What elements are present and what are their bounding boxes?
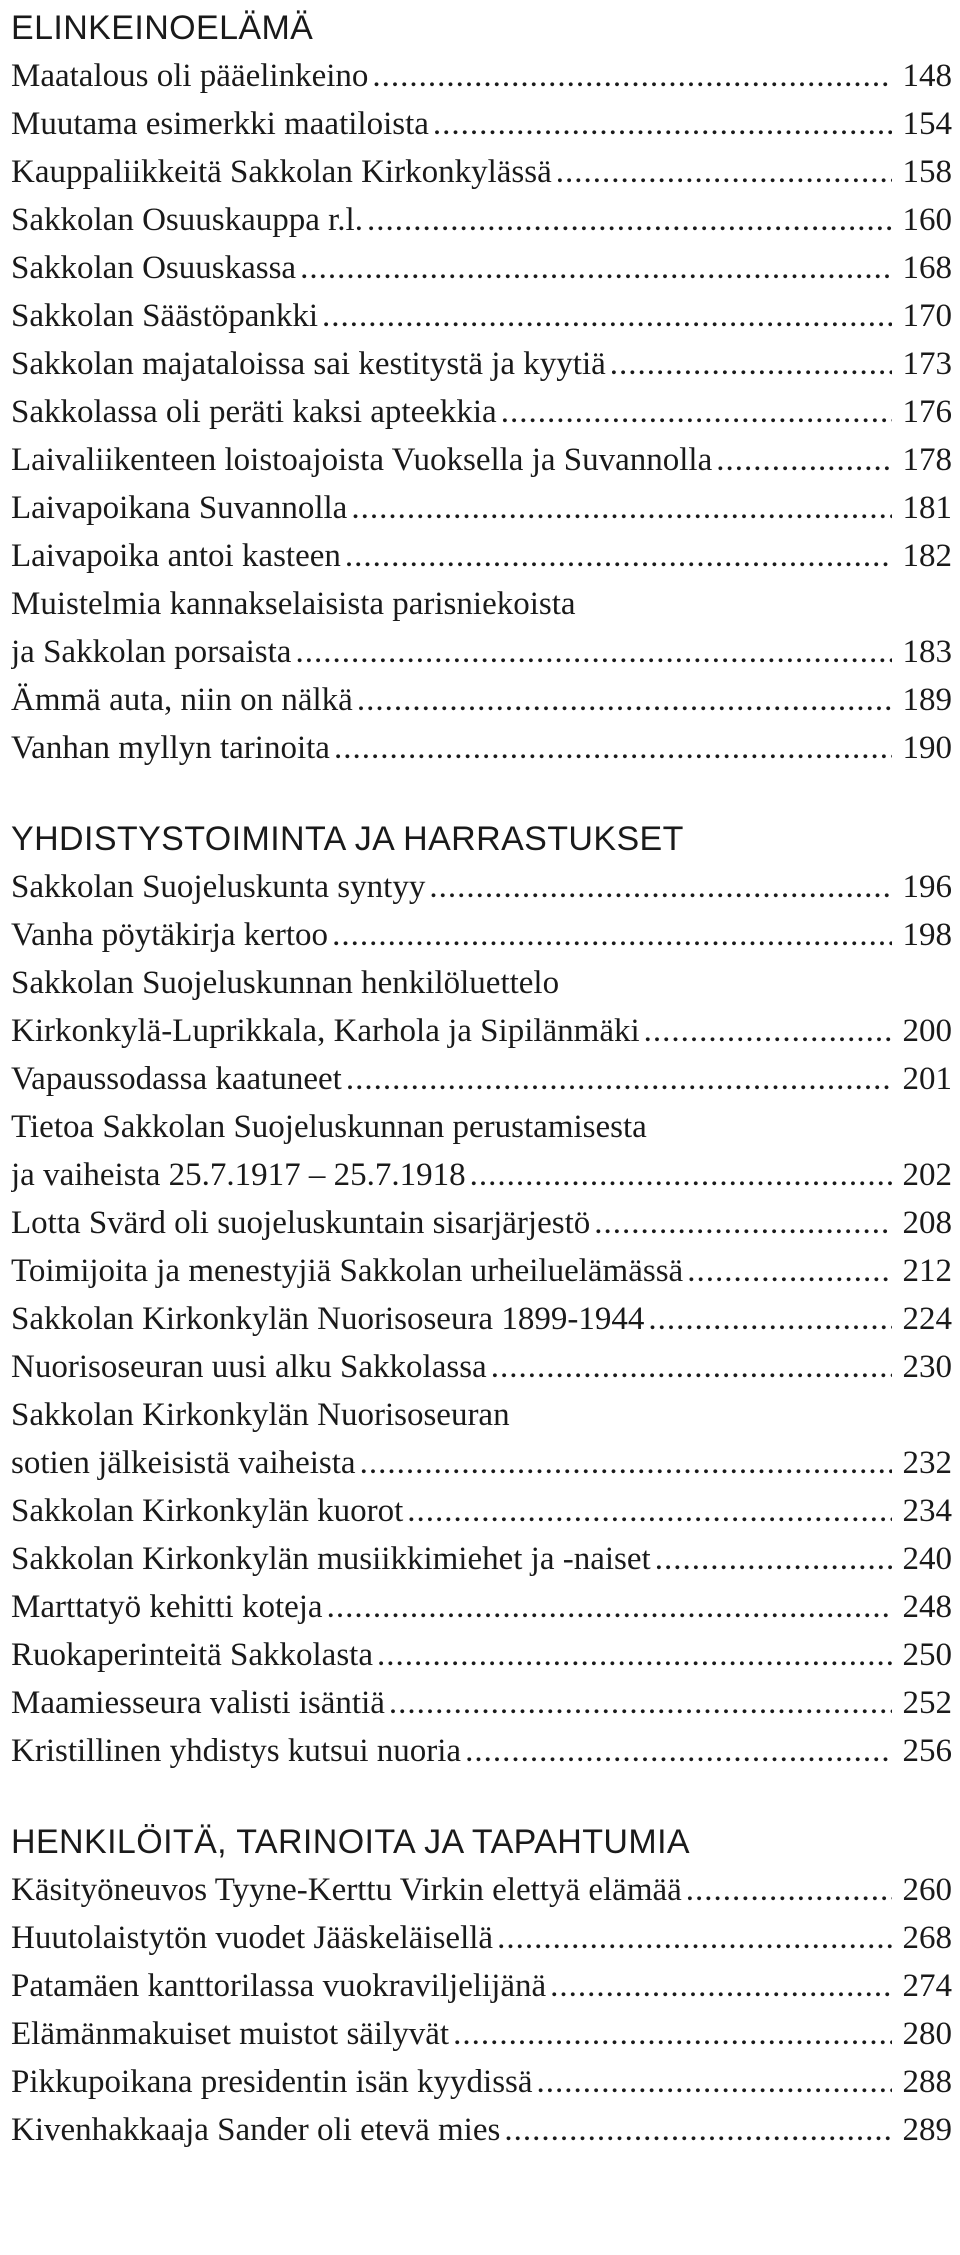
toc-entry — [11, 2058, 952, 2106]
toc-entry — [11, 436, 952, 484]
toc-page-number: 260 — [902, 1872, 952, 1908]
toc-entry-title: Sakkolan Kirkonkylän Nuorisoseura 1899-1944 — [11, 1301, 645, 1337]
toc-entry — [11, 1103, 952, 1199]
toc-entry-title: ja vaiheista 25.7.1917 – 25.7.1918 — [11, 1157, 466, 1193]
toc-entry-line — [11, 1247, 952, 1295]
toc-entry-line — [11, 1583, 952, 1631]
toc-page-number: 201 — [902, 1061, 952, 1097]
toc-entry — [11, 1487, 952, 1535]
section-heading: ELINKEINOELÄMÄ — [11, 9, 314, 47]
toc-entry — [11, 1199, 952, 1247]
toc-entry-title: Sakkolan Kirkonkylän Nuorisoseuran — [11, 1397, 510, 1433]
toc-entry-line — [11, 2106, 952, 2154]
toc-entry-line — [11, 244, 952, 292]
toc-page-number: 252 — [902, 1685, 952, 1721]
toc-entry-title: Sakkolan Suojeluskunta syntyy — [11, 869, 426, 905]
toc-page-number: 248 — [902, 1589, 952, 1625]
dot-leader — [429, 863, 892, 911]
toc-page-number: 148 — [902, 58, 952, 94]
dot-leader — [357, 676, 892, 724]
toc-entry-line — [11, 1295, 952, 1343]
dot-leader — [389, 1679, 892, 1727]
dot-leader — [497, 1914, 892, 1962]
dot-leader — [327, 1583, 892, 1631]
dot-leader — [655, 1535, 892, 1583]
toc-entry-line — [11, 1914, 952, 1962]
toc-entry — [11, 1631, 952, 1679]
toc-entry-line — [11, 1007, 952, 1055]
toc-page-number: 212 — [902, 1253, 952, 1289]
toc-entry — [11, 911, 952, 959]
toc-entry-title: Vapaussodassa kaatuneet — [11, 1061, 342, 1097]
toc-entry-title: Vanha pöytäkirja kertoo — [11, 917, 329, 953]
dot-leader — [332, 911, 892, 959]
toc-entry — [11, 292, 952, 340]
toc-entry-title: Pikkupoikana presidentin isän kyydissä — [11, 2064, 533, 2100]
toc-entry-title: Käsityöneuvos Tyyne-Kerttu Virkin elettyä elämää — [11, 1872, 682, 1908]
toc-page-number: 176 — [902, 394, 952, 430]
toc-entry-line — [11, 911, 952, 959]
toc-entry-title: Kristillinen yhdistys kutsui nuoria — [11, 1733, 462, 1769]
toc-entry — [11, 484, 952, 532]
dot-leader — [367, 196, 892, 244]
toc-page-number: 198 — [902, 917, 952, 953]
dot-leader — [433, 100, 892, 148]
toc-entry-title: Maamiesseura valisti isäntiä — [11, 1685, 385, 1721]
toc-entry-line — [11, 1439, 952, 1487]
toc-entry-line — [11, 1727, 952, 1775]
toc-entry — [11, 1866, 952, 1914]
toc-entry-line — [11, 1055, 952, 1103]
toc-entry — [11, 100, 952, 148]
toc-entry-title: Tietoa Sakkolan Suojeluskunnan perustamisesta — [11, 1109, 647, 1145]
toc-entry-title: Kauppaliikkeitä Sakkolan Kirkonkylässä — [11, 154, 552, 190]
toc-entry-list — [11, 52, 952, 772]
toc-entry-line — [11, 863, 952, 911]
toc-page-number: 230 — [902, 1349, 952, 1385]
dot-leader — [716, 436, 892, 484]
toc-entry-title: Elämänmakuiset muistot säilyvät — [11, 2016, 450, 2052]
section-heading: YHDISTYSTOIMINTA JA HARRASTUKSET — [11, 820, 684, 858]
section-heading: HENKILÖITÄ, TARINOITA JA TAPAHTUMIA — [11, 1823, 691, 1861]
toc-entry-line — [11, 484, 952, 532]
dot-leader — [322, 292, 892, 340]
toc-entry — [11, 148, 952, 196]
toc-page-number: 288 — [902, 2064, 952, 2100]
toc-entry-line — [11, 2010, 952, 2058]
toc-entry-line — [11, 196, 952, 244]
dot-leader — [372, 52, 892, 100]
toc-page-number: 250 — [902, 1637, 952, 1673]
toc-entry — [11, 1535, 952, 1583]
dot-leader — [351, 484, 892, 532]
toc-entry — [11, 1962, 952, 2010]
dot-leader — [687, 1247, 892, 1295]
dot-leader — [491, 1343, 892, 1391]
toc-page-number: 224 — [902, 1301, 952, 1337]
dot-leader — [556, 148, 892, 196]
toc-entry — [11, 340, 952, 388]
toc-entry — [11, 1343, 952, 1391]
toc-entry-line — [11, 292, 952, 340]
dot-leader — [470, 1151, 892, 1199]
toc-entry-title: Ämmä auta, niin on nälkä — [11, 682, 353, 718]
toc-page-number: 181 — [902, 490, 952, 526]
toc-page-number: 202 — [902, 1157, 952, 1193]
toc-entry-title: Kivenhakkaaja Sander oli etevä mies — [11, 2112, 501, 2148]
toc-entry-title: Lotta Svärd oli suojeluskuntain sisarjärjestö — [11, 1205, 591, 1241]
toc-entry-line — [11, 100, 952, 148]
toc-entry-line — [11, 1866, 952, 1914]
toc-entry-line — [11, 436, 952, 484]
toc-entry-line — [11, 1487, 952, 1535]
dot-leader — [644, 1007, 892, 1055]
dot-leader — [295, 628, 892, 676]
dot-leader — [537, 2058, 892, 2106]
toc-entry — [11, 1679, 952, 1727]
toc-page-number: 256 — [902, 1733, 952, 1769]
toc-entry-line — [11, 148, 952, 196]
toc-page-number: 189 — [902, 682, 952, 718]
toc-entry-title: Patamäen kanttorilassa vuokraviljelijänä — [11, 1968, 547, 2004]
toc-entry — [11, 1295, 952, 1343]
toc-page-number: 208 — [902, 1205, 952, 1241]
toc-entry — [11, 196, 952, 244]
toc-page-number: 234 — [902, 1493, 952, 1529]
toc-entry-continuation-line — [11, 580, 952, 628]
toc-entry — [11, 1914, 952, 1962]
toc-entry — [11, 580, 952, 676]
toc-entry — [11, 724, 952, 772]
toc-entry-title: ja Sakkolan porsaista — [11, 634, 292, 670]
toc-entry-line — [11, 1535, 952, 1583]
toc-entry-title: sotien jälkeisistä vaiheista — [11, 1445, 356, 1481]
toc-entry-line — [11, 1199, 952, 1247]
toc-entry — [11, 244, 952, 292]
toc-entry — [11, 1583, 952, 1631]
toc-entry-title: Sakkolan Suojeluskunnan henkilöluettelo — [11, 965, 560, 1001]
toc-page-number: 200 — [902, 1013, 952, 1049]
toc-entry-title: Sakkolan Kirkonkylän kuorot — [11, 1493, 404, 1529]
toc-entry-title: Vanhan myllyn tarinoita — [11, 730, 330, 766]
toc-entry-title: Laivapoikana Suvannolla — [11, 490, 348, 526]
toc-entry — [11, 532, 952, 580]
toc-page-number: 280 — [902, 2016, 952, 2052]
toc-entry-title: Muutama esimerkki maatiloista — [11, 106, 429, 142]
toc-entry — [11, 1247, 952, 1295]
toc-entry-line — [11, 1962, 952, 2010]
dot-leader — [377, 1631, 892, 1679]
toc-page-number: 154 — [902, 106, 952, 142]
toc-entry-continuation-line — [11, 1391, 952, 1439]
toc-page-number: 268 — [902, 1920, 952, 1956]
toc-entry — [11, 863, 952, 911]
toc-entry-continuation-line — [11, 1103, 952, 1151]
toc-page-number: 160 — [902, 202, 952, 238]
toc-entry — [11, 1055, 952, 1103]
toc-entry-title: Toimijoita ja menestyjiä Sakkolan urheiluelämässä — [11, 1253, 684, 1289]
toc-page-number: 158 — [902, 154, 952, 190]
toc-entry-title: Laivapoika antoi kasteen — [11, 538, 341, 574]
toc-entry-list — [11, 1866, 952, 2154]
toc-entry-title: Laivaliikenteen loistoajoista Vuoksella ja Suvannolla — [11, 442, 713, 478]
toc-entry-line — [11, 628, 952, 676]
toc-page-number: 232 — [902, 1445, 952, 1481]
toc-entry-title: Sakkolan Säästöpankki — [11, 298, 319, 334]
toc-page-number: 168 — [902, 250, 952, 286]
toc-entry-line — [11, 676, 952, 724]
toc-entry-line — [11, 724, 952, 772]
dot-leader — [407, 1487, 892, 1535]
toc-entry-title: Huutolaistytön vuodet Jääskeläisellä — [11, 1920, 494, 1956]
toc-entry-title: Maatalous oli pääelinkeino — [11, 58, 369, 94]
toc-page-number: 183 — [902, 634, 952, 670]
dot-leader — [550, 1962, 892, 2010]
toc-entry-line — [11, 2058, 952, 2106]
toc-page-number: 170 — [902, 298, 952, 334]
dot-leader — [300, 244, 892, 292]
dot-leader — [686, 1866, 892, 1914]
toc-entry-title: Sakkolan Kirkonkylän musiikkimiehet ja -naiset — [11, 1541, 651, 1577]
toc-entry — [11, 959, 952, 1055]
dot-leader — [501, 388, 892, 436]
toc-entry — [11, 2010, 952, 2058]
toc-entry-title: Sakkolan Osuuskauppa r.l. — [11, 202, 363, 238]
dot-leader — [360, 1439, 892, 1487]
toc-page-number: 190 — [902, 730, 952, 766]
toc-entry-title: Muistelmia kannakselaisista parisniekoista — [11, 586, 576, 622]
dot-leader — [334, 724, 892, 772]
toc-entry-line — [11, 1679, 952, 1727]
toc-section — [11, 1818, 952, 2154]
toc-entry-title: Marttatyö kehitti koteja — [11, 1589, 323, 1625]
toc-page-number: 274 — [902, 1968, 952, 2004]
dot-leader — [465, 1727, 892, 1775]
toc-page-number: 240 — [902, 1541, 952, 1577]
toc-entry-title: Ruokaperinteitä Sakkolasta — [11, 1637, 373, 1673]
toc-entry-title: Sakkolan Osuuskassa — [11, 250, 297, 286]
toc-entry-continuation-line — [11, 959, 952, 1007]
toc-entry-line — [11, 388, 952, 436]
dot-leader — [453, 2010, 892, 2058]
dot-leader — [346, 1055, 892, 1103]
toc-section — [11, 4, 952, 772]
toc-page-number: 196 — [902, 869, 952, 905]
dot-leader — [594, 1199, 892, 1247]
toc-page-number: 173 — [902, 346, 952, 382]
toc-entry-line — [11, 52, 952, 100]
toc-entry-line — [11, 532, 952, 580]
toc-entry — [11, 1391, 952, 1487]
toc-entry-title: Kirkonkylä-Luprikkala, Karhola ja Sipilänmäki — [11, 1013, 640, 1049]
toc-entry-list — [11, 863, 952, 1775]
toc-entry-line — [11, 1151, 952, 1199]
dot-leader — [504, 2106, 892, 2154]
toc-entry-title: Nuorisoseuran uusi alku Sakkolassa — [11, 1349, 487, 1385]
toc-entry — [11, 1727, 952, 1775]
toc-page-number: 289 — [902, 2112, 952, 2148]
toc-entry-line — [11, 1631, 952, 1679]
dot-leader — [610, 340, 892, 388]
toc-section — [11, 815, 952, 1775]
toc-entry — [11, 388, 952, 436]
toc-entry-title: Sakkolassa oli peräti kaksi apteekkia — [11, 394, 497, 430]
toc-entry — [11, 52, 952, 100]
toc-entry — [11, 676, 952, 724]
dot-leader — [345, 532, 892, 580]
toc-page-number: 182 — [902, 538, 952, 574]
toc-entry-line — [11, 1343, 952, 1391]
toc-page-number: 178 — [902, 442, 952, 478]
toc-entry-title: Sakkolan majataloissa sai kestitystä ja kyytiä — [11, 346, 606, 382]
toc-entry-line — [11, 340, 952, 388]
toc-entry — [11, 2106, 952, 2154]
dot-leader — [648, 1295, 892, 1343]
